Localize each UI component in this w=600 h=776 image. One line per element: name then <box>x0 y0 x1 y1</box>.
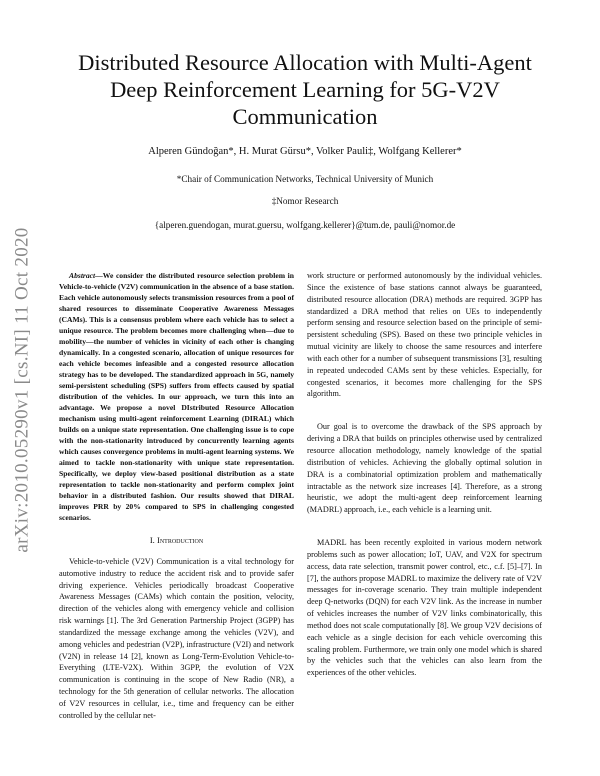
intro-paragraph-4: MADRL has been recently exploited in various modern network problems such as power allocation; IoT, UAV, and V2X for spectrum access, data rate selection, transmit power control, etc., c.f. [5]–[7]. In [7], the authors propose MADRL to maximize the delivery rate of V2V messages for in-coverage scenario. They train multiple independent deep Q-networks (DQN) for each V2V link. As the increase in number of vehicles increases the number of V2V links combinatorically, this method does not scale computationally [8]. We group V2V decisions of each vehicle as a single decision for each vehicle overcoming this scaling problem. Furthermore, we train only one model which is shared by the vehicles such that the vehicles can also learn from the experiences of the other vehicles. <box>307 538 542 678</box>
title-line-1: Distributed Resource Allocation with Multi-Agent <box>78 50 532 75</box>
affiliation-nomor: ‡Nomor Research <box>271 196 339 206</box>
section-heading-introduction: I. Introduction <box>149 535 204 545</box>
intro-paragraph-1: Vehicle-to-vehicle (V2V) Communication is a vital technology for automotive industry to reduce the accident risk and to provide safer driving experience. Vehicles periodically broadcast Cooperative Awareness Messages (CAMs) which contain the position, velocity, direction of the vehicles along with emergency vehicle and collision risk warnings [1]. The 3rd Generation Partnership Project (3GPP) has standardized the message exchange among the vehicles (V2V), and among vehicles and pedestrian (V2P), infrastructure (V2I) and network (V2N) in release 14 [2], known as Long-Term-Evolution Vehicle-to-Everything (LTE-V2X). Within 3GPP, the evolution of V2X communication is continuing in the scope of New Radio (NR), a technology for the 5th generation of cellular networks. The allocation of V2V resources in cellular, i.e., time and frequency can be either controlled by the cellular net- <box>59 556 294 720</box>
right-column <box>307 270 542 679</box>
abstract <box>59 270 294 523</box>
paper-title <box>40 49 570 130</box>
left-column <box>59 270 294 722</box>
arxiv-watermark <box>10 210 36 570</box>
abstract-label: Abstract <box>69 271 96 280</box>
title-line-2: Deep Reinforcement Learning for 5G-V2V <box>110 77 500 102</box>
intro-paragraph-2: work structure or performed autonomously by the individual vehicles. Since the existence of base stations cannot always be guaranteed, distributed resource allocation (DRA) methods are required. 3GPP has standardized a DRA method that relies on UEs to independently perform sensing and resource selection based on the principle of semi-persistent scheduling (SPS). Based on these two principle vehicles in mutual vicinity are likely to choose the same resources and interfere with each other for a number of subsequent transmissions [3], resulting in repeated undecoded CAMs sent by these vehicles. Especially, for congested scenarios, it becomes more challenging for the SPS algorithm. <box>307 271 542 399</box>
abstract-text: —We consider the distributed resource selection problem in Vehicle-to-vehicle (V2V) communication in the absence of a base station. Each vehicle autonomously selects transmission resources from a pool of shared resources to disseminate Cooperative Awareness Messages (CAMs). This is a consensus problem where each vehicle has to select a unique resource. The problem becomes more challenging when—due to mobility—the number of vehicles in vicinity of each other is changing dynamically. In a congested scenario, allocation of unique resources for each vehicle becomes infeasible and a congested resource allocation strategy has to be developed. The standardized approach in 5G, namely semi-persistent scheduling (SPS) suffers from effects caused by spatial distribution of the vehicles. In our approach, we turn this into an advantage. We propose a novel DIstributed Resource Allocation mechanism using multi-agent reinforcement Learning (DIRAL) which builds on a unique state representation. One challenging issue is to cope with the non-stationarity introduced by concurrently learning agents which causes convergence problems in multi-agent learning systems. We aimed to tackle non-stationarity with unique state representation. Specifically, we deploy view-based positional distribution as a state representation to tackle non-stationarity and perform complex joint behavior in a distributed fashion. Our results showed that DIRAL improves PRR by 20% compared to SPS in challenging congested scenarios. <box>59 271 294 522</box>
arxiv-id: arXiv:2010.05290v1 [cs.NI] 11 Oct 2020 <box>12 227 34 553</box>
author-emails: {alperen.guendogan, murat.guersu, wolfgang.kellerer}@tum.de, pauli@nomor.de <box>154 220 456 230</box>
intro-paragraph-3: Our goal is to overcome the drawback of the SPS approach by deriving a DRA that builds on principles otherwise used by centralized resource allocation methodology, namely knowledge of the spatial distribution of vehicles. Achieving the globally optimal solution in DRA is a combinatorial optimization problem and mathematically intractable as the network size increases [4]. Therefore, as a strong heuristic, we adopt the multi-agent deep reinforcement learning (MADRL) approach, i.e., each vehicle is a learning unit. <box>307 422 542 515</box>
title-line-3: Communication <box>232 104 378 129</box>
affiliation-tum: *Chair of Communication Networks, Technical University of Munich <box>176 174 434 184</box>
author-list: Alperen Gündoğan*, H. Murat Gürsu*, Volker Pauli‡, Wolfgang Kellerer* <box>148 146 462 157</box>
